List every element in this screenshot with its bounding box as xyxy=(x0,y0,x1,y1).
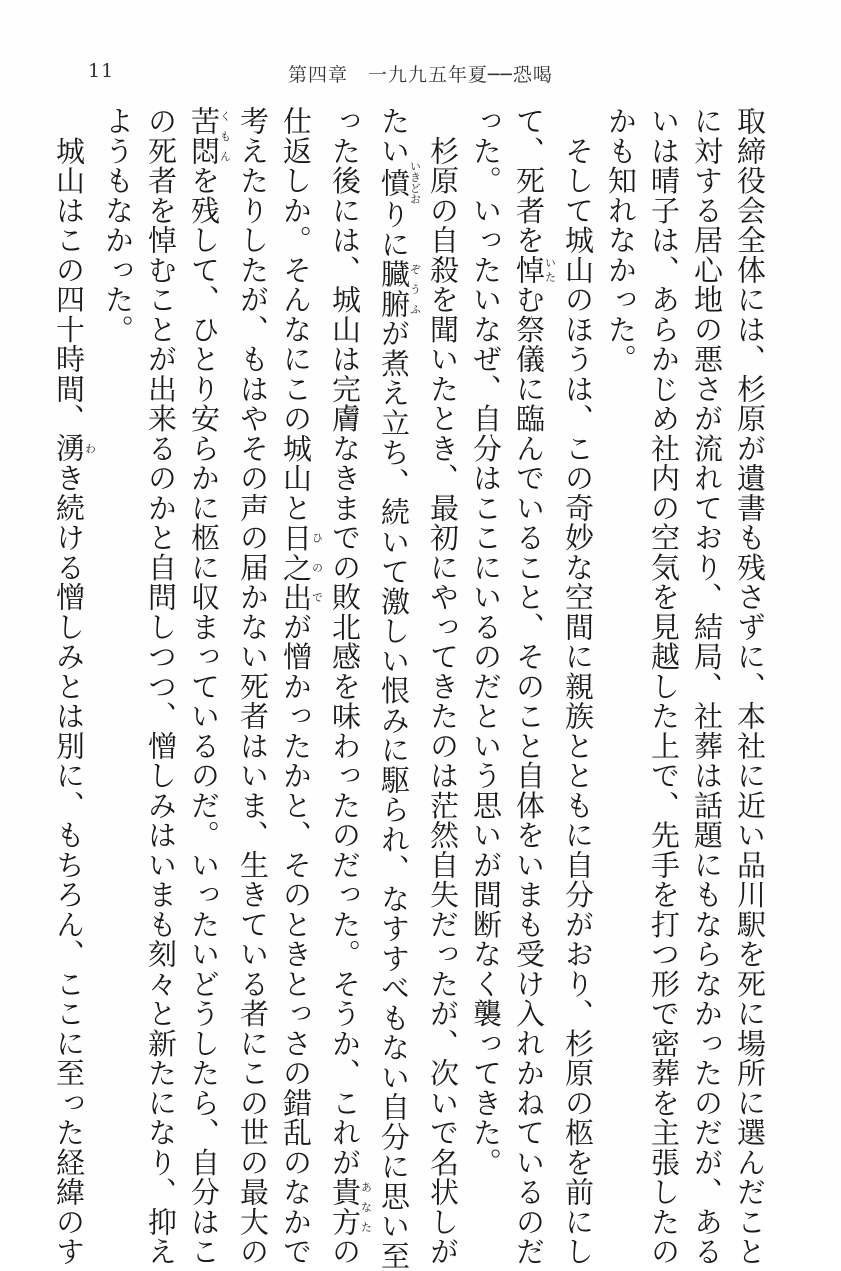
text-line xyxy=(728,106,771,1267)
text-run: ようもなかった。 xyxy=(101,106,135,344)
text-run: の xyxy=(328,1236,362,1267)
text-line xyxy=(274,106,324,1267)
text-run: に対する居心地の悪さが流れており、結局、社葬は話題にもならなかったのだが、ある xyxy=(690,106,724,1267)
furigana: わ xyxy=(83,433,97,463)
text-run: が煮え立ち、続いて激しい恨みに駆られ、なすすべもない自分に思い至 xyxy=(377,318,411,1271)
text-run: が憎かったかと、そのときとっさの錯乱のなかで xyxy=(279,611,313,1267)
text-run: 城山はこの四十時間、 xyxy=(52,106,86,434)
text-line xyxy=(96,106,139,1116)
ruby-word xyxy=(328,1177,373,1237)
ruby-word xyxy=(377,160,422,205)
text-run: った。いったいなぜ、自分はここにいるのだという思いが間断なく襲ってきた。 xyxy=(469,106,503,1177)
furigana: いきどお xyxy=(408,160,422,205)
ruby-base: 臓腑 xyxy=(377,259,411,319)
ruby-base: 悼 xyxy=(512,254,546,285)
text-run: 取締役会全体には、杉原が遺書も残さずに、本社に近い品川駅を死に場所に選んだこと xyxy=(733,106,767,1267)
ruby-base: 苦悶 xyxy=(187,106,221,166)
text-run: った後には、城山は完膚なきまでの敗北感を味わったのだった。そうか、これが xyxy=(328,106,362,1177)
text-run: 考えたりしたが、もはやその声の届かない死者はいま、生きている者にこの世の最大の xyxy=(236,106,270,1267)
ruby-base: 貴方 xyxy=(328,1177,362,1237)
text-run: の死者を悼むことが出来るのかと自問しつつ、憎しみはいまも刻々と新たになり、抑え xyxy=(144,106,178,1267)
text-run: む祭儀に臨んでいること、そのこと自体をいまも受け入れかねているのだ xyxy=(512,284,546,1267)
text-run: そして城山のほうは、この奇妙な空間に親族とともに自分がおり、杉原の柩を前にし xyxy=(561,106,595,1267)
text-line xyxy=(507,106,557,1267)
ruby-base: 日之出 xyxy=(279,522,313,612)
page-number: 11 xyxy=(88,60,115,82)
text-run: かも知れなかった。 xyxy=(604,106,638,374)
text-line xyxy=(323,106,373,1267)
ruby-word xyxy=(512,254,557,285)
text-run: き続ける憎しみとは別に、もちろん、ここに至った経緯のす xyxy=(52,463,86,1267)
text-line xyxy=(421,106,464,1267)
text-run: りに xyxy=(377,199,411,259)
body-text xyxy=(52,106,771,1271)
text-line xyxy=(685,106,728,1267)
text-run: 仕返しか。そんなにこの城山と xyxy=(279,106,313,523)
text-line xyxy=(464,106,507,1177)
furigana: いた xyxy=(543,254,557,285)
furigana: ひので xyxy=(310,522,324,612)
text-run: を残して、ひとり安らかに柩に収まっているのだ。いったいどうしたら、自分はこ xyxy=(187,165,221,1267)
text-line xyxy=(139,106,182,1267)
ruby-base: 湧 xyxy=(52,433,86,463)
furigana: ぞうふ xyxy=(408,259,422,319)
furigana: あなた xyxy=(359,1177,373,1237)
ruby-word xyxy=(377,259,422,319)
text-line xyxy=(372,106,422,1271)
ruby-base: 憤 xyxy=(377,160,411,205)
text-run: いは晴子は、あらかじめ社内の空気を見越した上で、先手を打つ形で密葬を主張したの xyxy=(647,106,681,1267)
text-run: たい xyxy=(377,106,411,166)
ruby-word xyxy=(187,106,232,166)
ruby-word xyxy=(52,433,97,463)
text-line xyxy=(231,106,274,1267)
text-line xyxy=(182,106,232,1267)
text-line xyxy=(599,106,642,1116)
text-line xyxy=(47,106,97,1267)
furigana: くもん xyxy=(218,106,232,166)
text-line xyxy=(642,106,685,1267)
text-run: て、死者を xyxy=(512,106,546,255)
running-head: 第四章 一九九五年夏──恐喝 xyxy=(288,64,553,86)
text-run: 杉原の自殺を聞いたとき、最初にやってきたのは茫然自失だったが、次いで名状しが xyxy=(426,106,460,1267)
ruby-word xyxy=(279,522,324,612)
text-line xyxy=(556,106,599,1267)
